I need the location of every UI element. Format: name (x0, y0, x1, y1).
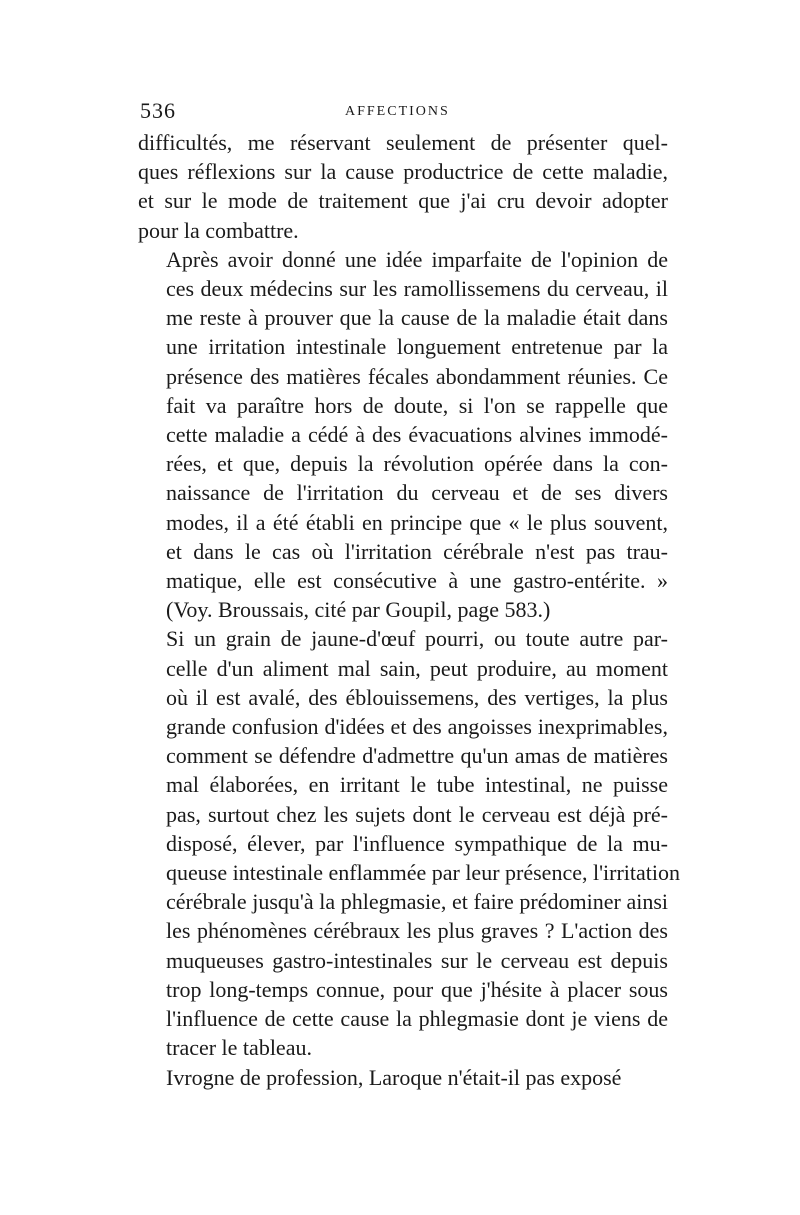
text-line: une irritation intestinale longuement entretenue par la (166, 334, 668, 360)
text-line: et sur le mode de traitement que j'ai cru devoir adopter (138, 188, 668, 214)
text-line: et dans le cas où l'irritation cérébrale n'est pas trau- (166, 538, 668, 564)
text-line: ces deux médecins sur les ramollissemens du cerveau, il (166, 276, 668, 302)
running-head: AFFECTIONS (345, 104, 450, 119)
text-line: comment se défendre d'admettre qu'un amas de matières (166, 743, 668, 769)
text-line: modes, il a été établi en principe que « le plus souvent, (166, 509, 668, 535)
text-line: trop long-temps connue, pour que j'hésite à placer sous (166, 976, 668, 1002)
text-line: disposé, élever, par l'influence sympathique de la mu- (166, 830, 668, 856)
text-line: celle d'un aliment mal sain, peut produire, au moment (166, 655, 668, 681)
text-line: cette maladie a cédé à des évacuations alvines immodé- (166, 422, 668, 448)
text-line: matique, elle est consécutive à une gastro-entérite. » (166, 568, 668, 594)
text-line: ques réflexions sur la cause productrice de cette maladie, (138, 159, 668, 185)
text-line: naissance de l'irritation du cerveau et de ses divers (166, 480, 668, 506)
page-header (140, 98, 670, 128)
text-line: cérébrale jusqu'à la phlegmasie, et faire prédominer ainsi (166, 889, 668, 915)
text-line: les phénomènes cérébraux les plus graves ? L'action des (166, 918, 668, 944)
paragraph (138, 245, 668, 625)
body-text (138, 128, 681, 1092)
text-line: me reste à prouver que la cause de la maladie était dans (166, 305, 668, 331)
text-line: tracer le tableau. (166, 1035, 312, 1061)
text-line: (Voy. Broussais, cité par Goupil, page 583.) (166, 597, 551, 623)
paragraph (138, 624, 681, 1062)
text-line: fait va paraître hors de doute, si l'on se rappelle que (166, 392, 668, 418)
text-line: rées, et que, depuis la révolution opérée dans la con- (166, 451, 668, 477)
text-line: queuse intestinale enflammée par leur présence, l'irritation (166, 860, 681, 886)
text-line: mal élaborées, en irritant le tube intestinal, ne puisse (166, 772, 668, 798)
text-line: pas, surtout chez les sujets dont le cerveau est déjà pré- (166, 801, 668, 827)
text-line: l'influence de cette cause la phlegmasie dont je viens de (166, 1006, 668, 1032)
text-line: grande confusion d'idées et des angoisses inexprimables, (166, 714, 668, 740)
text-line: où il est avalé, des éblouissemens, des vertiges, la plus (166, 684, 668, 710)
text-line: Après avoir donné une idée imparfaite de l'opinion de (166, 246, 668, 272)
paragraph (138, 128, 668, 245)
text-line: présence des matières fécales abondamment réunies. Ce (166, 363, 668, 389)
text-line: pour la combattre. (138, 217, 299, 243)
paragraph (138, 1063, 668, 1092)
text-line: Ivrogne de profession, Laroque n'était-il pas exposé (166, 1064, 622, 1090)
text-line: difficultés, me réservant seulement de présenter quel- (138, 130, 668, 155)
text-line: Si un grain de jaune-d'œuf pourri, ou toute autre par- (166, 626, 668, 652)
page-number: 536 (140, 98, 176, 123)
text-line: muqueuses gastro-intestinales sur le cerveau est depuis (166, 947, 668, 973)
